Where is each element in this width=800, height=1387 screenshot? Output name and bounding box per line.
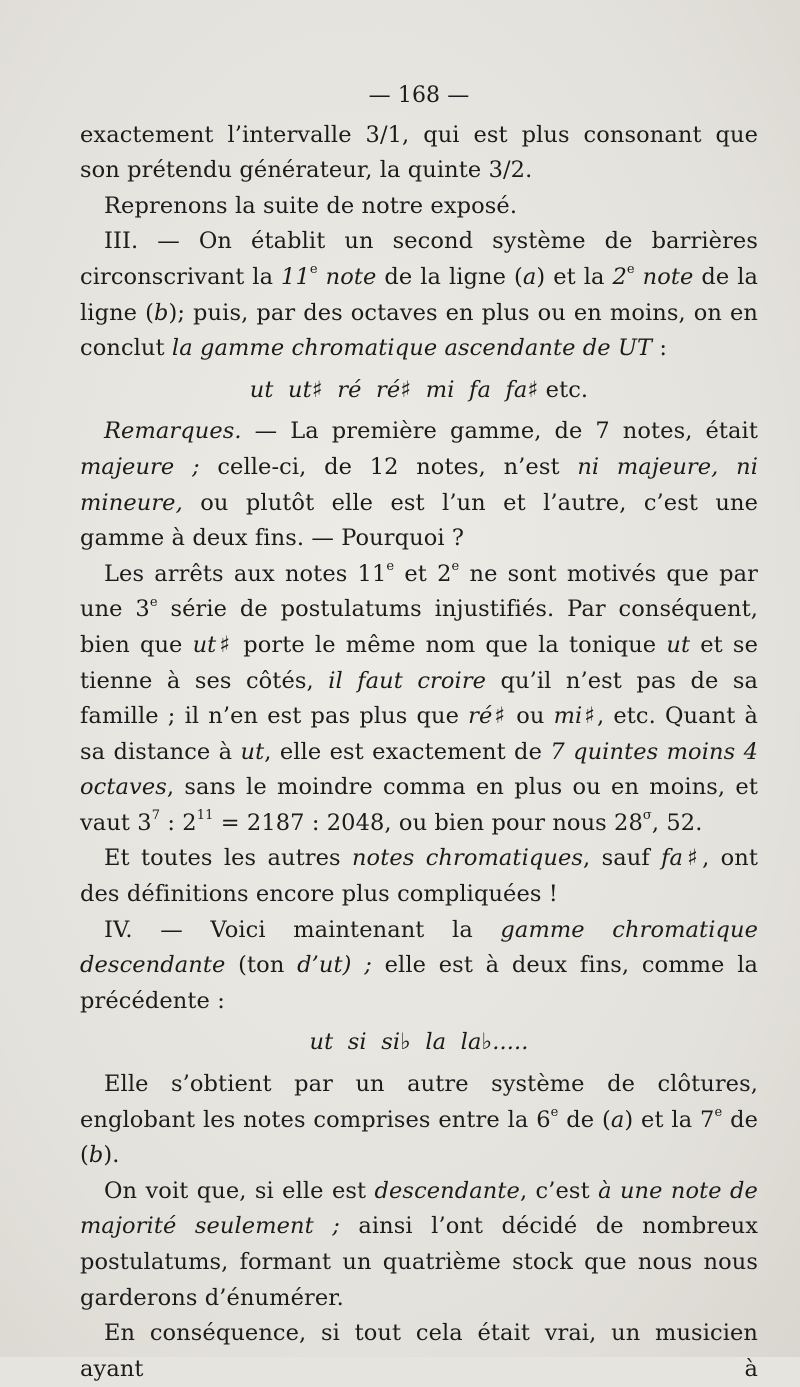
text: IV. — Voici maintenant la — [104, 916, 501, 943]
text: , ont des définitions encore plus compliquées ! — [80, 845, 759, 908]
text: ) et la 7 — [624, 1106, 715, 1133]
text: qu’il n’est pas de sa famille ; il n’en est pas plus que — [80, 667, 758, 730]
paragraph-1 — [80, 118, 758, 189]
text: ). — [103, 1142, 120, 1169]
ascending-scale — [80, 373, 758, 409]
text: ) et la — [536, 263, 613, 290]
text: Et toutes les autres — [104, 845, 352, 872]
text: Les arrêts aux notes 11 — [104, 560, 387, 587]
scale-notes: ut si si♭ la la♭..... — [309, 1029, 529, 1056]
superscript: e — [386, 559, 395, 575]
text: Elle s’obtient par un autre système de clôtures, englobant les notes comprises entre la 6 — [80, 1071, 758, 1133]
superscript: 7 — [151, 808, 161, 824]
text: b — [88, 1142, 104, 1169]
text: la gamme chromatique ascendante de UT — [171, 335, 653, 362]
text: a — [522, 263, 537, 290]
text: = 2187 : 2048, ou bien pour nous 28 — [213, 809, 643, 836]
text: , 52. — [651, 809, 703, 836]
text: ne sont motivés que par une 3 — [80, 560, 758, 623]
text: note — [634, 263, 694, 290]
text: gamme chromatique descendante — [80, 916, 758, 979]
text: Remarques. — [104, 418, 242, 445]
text: de ( — [80, 1106, 758, 1169]
text: , etc. Quant à sa distance à — [80, 703, 758, 765]
superscript: e — [451, 559, 460, 575]
text: — La première gamme, de 7 notes, était — [241, 418, 758, 445]
text: , elle est exactement de — [264, 738, 551, 765]
text: ut — [240, 738, 265, 765]
text: ou plutôt elle est l’un et l’autre, c’est une gamme à deux fins. — Pourquoi ? — [80, 489, 758, 552]
paragraph-majorite — [80, 1174, 758, 1316]
text: : 2 — [160, 809, 197, 836]
text: à une note de majorité seulement ; — [80, 1177, 758, 1240]
text: elle est à deux fins, comme la précédente : — [80, 952, 758, 1014]
text: majeure ; — [80, 453, 200, 480]
text: il faut croire — [328, 667, 487, 694]
text: note — [317, 263, 377, 290]
text: 2 — [612, 263, 627, 290]
paragraph-arrets — [80, 557, 758, 842]
text: , sans le moindre comma en plus ou en moins, et vaut 3 — [80, 774, 758, 836]
text-body — [80, 78, 758, 1387]
text: série de postulatums injustifiés. Par conséquent, bien que — [80, 596, 759, 658]
text: celle-ci, de 12 notes, n’est — [199, 453, 578, 480]
paragraph-clotures — [80, 1067, 758, 1174]
paragraph-consequence — [80, 1316, 758, 1387]
text: ); puis, par des octaves en plus ou en moins, on en conclut — [80, 299, 758, 362]
text: etc. — [538, 376, 589, 403]
text: descendante — [374, 1177, 520, 1204]
text: et 2 — [394, 560, 452, 587]
text: a — [610, 1106, 625, 1133]
text: b — [153, 299, 169, 326]
superscript: e — [714, 1105, 723, 1121]
text: : — [652, 335, 668, 362]
text: de ( — [558, 1106, 611, 1133]
text: ni majeure, ni mineure, — [80, 453, 758, 516]
text: En conséquence, si tout cela était vrai, un musicien ayant à — [80, 1320, 758, 1382]
superscript: e — [309, 262, 318, 278]
paragraph-2 — [80, 189, 758, 225]
text: , sauf — [583, 845, 662, 872]
text: notes chromatiques — [351, 845, 584, 872]
text: ut♯ — [192, 631, 234, 658]
descending-scale — [80, 1025, 758, 1061]
text: de la ligne ( — [376, 263, 523, 290]
text: d’ut — [297, 952, 343, 979]
paragraph-notes-chromatiques — [80, 841, 758, 912]
text: ré♯ — [468, 703, 508, 730]
superscript: 11 — [196, 808, 214, 824]
text: III. — On établit un second système de barrières circonscrivant la — [80, 228, 758, 290]
superscript: σ — [642, 808, 652, 824]
superscript: e — [149, 594, 158, 610]
paragraph-remarques — [80, 414, 758, 556]
superscript: e — [626, 262, 635, 278]
page-number: — 168 — — [368, 83, 470, 108]
text: et se tienne à ses côtés, — [80, 631, 758, 694]
text: 7 quintes moins 4 octaves — [80, 738, 758, 801]
scale-notes: ut ut♯ ré ré♯ mi fa fa♯ — [249, 376, 539, 403]
text: ou — [507, 703, 554, 730]
text: ) ; — [342, 952, 372, 979]
text: (ton — [225, 952, 298, 979]
text: ut — [666, 631, 691, 658]
text: fa♯ — [661, 845, 703, 872]
text: de la ligne ( — [80, 263, 759, 326]
superscript: e — [550, 1105, 559, 1121]
text: , c’est — [519, 1177, 599, 1204]
text: On voit que, si elle est — [104, 1177, 375, 1204]
text: porte le même nom que la tonique — [233, 631, 667, 658]
paragraph-section-iii — [80, 224, 758, 366]
text: exactement l’intervalle 3/1, qui est plus consonant que son prétendu générateur, la quinte 3/2. — [80, 121, 758, 184]
text: mi♯ — [553, 703, 597, 730]
text: 11 — [281, 263, 310, 290]
text: Reprenons la suite de notre exposé. — [104, 192, 518, 219]
paragraph-section-iv — [80, 913, 758, 1020]
text: ainsi l’ont décidé de nombreux postulatums, formant un quatrième stock que nous nous garderons d’énumérer. — [80, 1213, 758, 1311]
